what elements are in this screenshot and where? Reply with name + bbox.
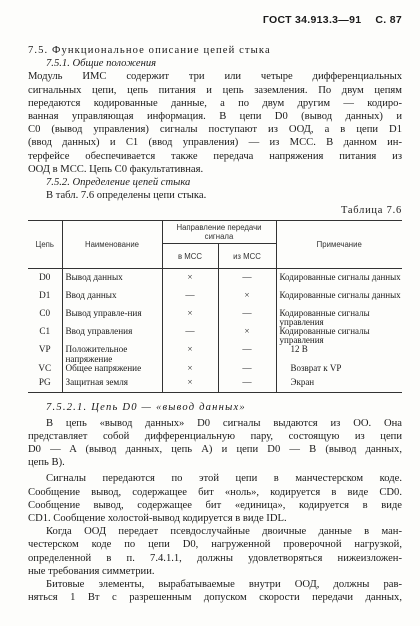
cell-to: — — [162, 291, 218, 309]
paragraph-symmetry — [28, 525, 402, 578]
text-line: передаются кодированные данные, а по двум другим — кодиро- — [28, 97, 402, 109]
subsection-title: 7.5.2.1. Цепь D0 — «вывод данных» — [46, 402, 246, 414]
text-line: В табл. 7.6 определены цепи стыка. — [46, 190, 207, 202]
text-line: сигнальных цепи, цепь питания и цепь заземления. По двум цепям — [28, 84, 402, 96]
text-line: Модуль ИМС содержит три или четыре дифференциальных — [28, 71, 402, 83]
paragraph-d0 — [28, 417, 402, 470]
text-line: ные требования симметрии. — [28, 565, 155, 577]
text-line: C0 (вывод управления) сигналы поступают из ООД, а в цепи D1 — [28, 124, 402, 136]
table-caption: Таблица 7.6 — [340, 205, 402, 217]
cell-from: — — [218, 269, 276, 292]
cell-circuit: D1 — [39, 290, 51, 301]
cell-to: — — [162, 327, 218, 345]
cell-name: Общее напряжение — [62, 364, 162, 378]
cell-to: × — [162, 269, 218, 292]
column-header-circuit: Цепь — [28, 221, 62, 269]
text-line: определенной в п. 7.4.1.1, должны удовлетворяться нижеизложен- — [28, 552, 402, 564]
text-line: терфейсе обеспечивается также передача напряжения питания из — [28, 150, 402, 162]
paragraph-bits — [28, 578, 402, 604]
table-row — [28, 269, 402, 292]
text-line: Сообщение вывод, содержащее бит «единица», кодируется в виде — [28, 499, 402, 511]
cell-from: — — [218, 364, 276, 378]
cell-to: × — [162, 378, 218, 393]
subsection-title: 7.5.1. Общие положения — [46, 58, 157, 70]
cell-note: Кодированные сигналы управления — [276, 327, 402, 345]
table-row — [28, 345, 402, 364]
document-body — [28, 44, 402, 604]
text-line: цепь В). — [28, 457, 65, 469]
text-line: В цепь «вывод данных» D0 сигналы выдаются из ОО. Она — [46, 417, 402, 429]
column-header-to-mau: в МСС — [162, 244, 218, 269]
cell-name: Положительное напряжение — [62, 345, 162, 364]
cell-to: × — [162, 364, 218, 378]
text-line: CD1. Сообщение холостой-вывод кодируется в виде IDL. — [28, 513, 287, 525]
text-line: Сигналы передаются по этой цепи в манчестерском коде. — [46, 473, 402, 485]
cell-name: Вывод управле-ния — [62, 309, 162, 327]
text-line: D0 — A (вывод данных, цепь А) и цепи D0 — B (вывод данных, — [28, 444, 402, 456]
text-line: ООД в МСС. Цепь C0 факультативная. — [28, 163, 204, 175]
cell-name: Ввод управления — [62, 327, 162, 345]
cell-from: — — [218, 345, 276, 364]
cell-from: — — [218, 309, 276, 327]
cell-to: × — [162, 309, 218, 327]
cell-note: Кодированные сигналы данных — [276, 291, 402, 309]
text-line: няться 1 Вт с разрешенным допуском скорости передачи данных, — [28, 592, 402, 604]
table-row — [28, 309, 402, 327]
circuits-table — [28, 220, 402, 393]
column-header-from-mau: из МСС — [218, 244, 276, 269]
cell-note: Возврат к VP — [276, 364, 402, 378]
cell-note: 12 В — [276, 345, 402, 364]
table-row — [28, 378, 402, 393]
table-row — [28, 327, 402, 345]
cell-name: Защитная земля — [62, 378, 162, 393]
cell-from: × — [218, 327, 276, 345]
text-line: Битовые элементы, вырабатываемые внутри ООД, должны рав- — [46, 579, 402, 591]
text-line: Когда ООД передает псевдослучайные двоичные данные в ман- — [46, 526, 402, 538]
text-line: честерском коде по цепи D0, нагруженной проверочной нагрузкой, — [28, 539, 402, 551]
cell-note: Кодированные сигналы управления — [276, 309, 402, 327]
subsection-title: 7.5.2. Определение цепей стыка — [46, 177, 191, 189]
page-number: С. 87 — [375, 14, 402, 26]
cell-circuit: VC — [38, 363, 52, 374]
text-line: (ввод данных) и C1 (ввод управления) — из МСС. В данном ин- — [28, 137, 402, 149]
section-title: 7.5. Функциональное описание цепей стыка — [28, 45, 271, 56]
cell-note: Экран — [276, 378, 402, 393]
table-row — [28, 364, 402, 378]
standard-number: ГОСТ 34.913.3—91 — [262, 14, 362, 26]
cell-to: × — [162, 345, 218, 364]
cell-circuit: D0 — [39, 272, 51, 283]
cell-circuit: C0 — [39, 308, 51, 319]
cell-circuit: VP — [38, 344, 51, 355]
cell-circuit: C1 — [39, 326, 51, 337]
column-header-direction: Направление передачи сигнала — [162, 221, 276, 244]
cell-circuit: PG — [28, 378, 62, 393]
cell-name: Вывод данных — [62, 269, 162, 292]
cell-name: Ввод данных — [62, 291, 162, 309]
table-row — [28, 291, 402, 309]
paragraph-general — [28, 70, 402, 176]
text-line: представляет собой дифференциальную пару, состоящую из цепи — [28, 430, 402, 442]
column-header-name: Наименование — [62, 221, 162, 269]
cell-from: — — [218, 378, 276, 393]
text-line: Сообщение вывод, содержащее бит «ноль», кодируется в виде CD0. — [28, 486, 402, 498]
paragraph-coding — [28, 472, 402, 525]
cell-from: × — [218, 291, 276, 309]
page-header — [263, 14, 402, 26]
column-header-note: Примечание — [276, 221, 402, 269]
text-line: ванная управляющая информация. В цепи D0 (вывод данных) и — [28, 111, 402, 123]
cell-note: Кодированные сигналы данных — [276, 269, 402, 292]
